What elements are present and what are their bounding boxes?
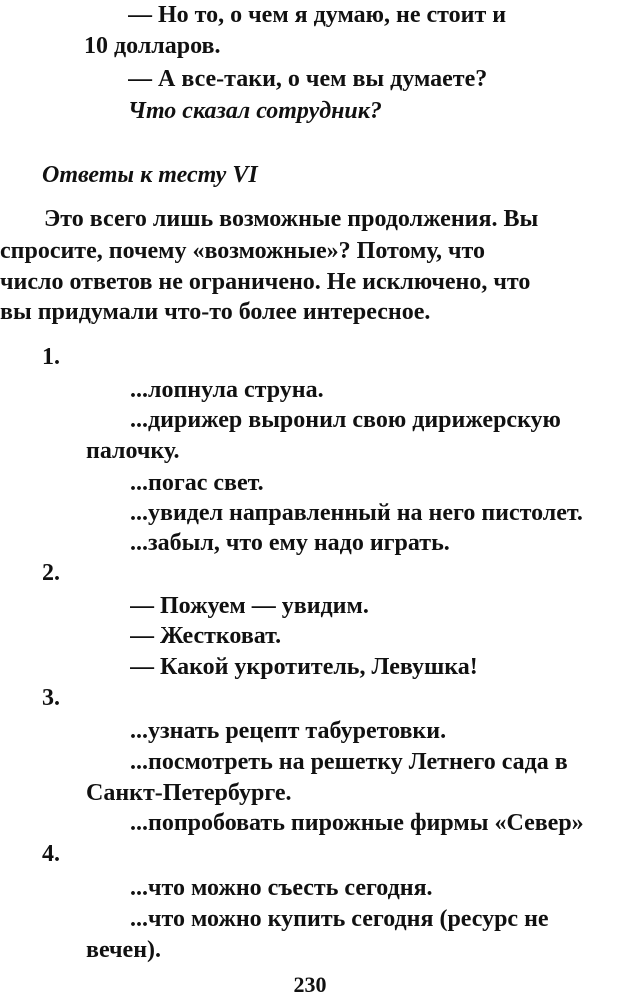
answer-line: — Пожуем — увидим. (130, 593, 369, 619)
section-heading: Ответы к тесту VI (42, 162, 258, 188)
question-line: Что сказал сотрудник? (128, 98, 382, 124)
answer-line: — Какой укротитель, Левушка! (130, 654, 478, 680)
text-line: 10 долларов. (84, 33, 221, 59)
answer-line: ...увидел направленный на него пистолет. (130, 500, 583, 526)
answer-line: Санкт-Петербурге. (86, 780, 292, 806)
answer-line: ...дирижер выронил свою дирижерскую (130, 407, 561, 433)
paragraph-line: Это всего лишь возможные продолжения. Вы (44, 206, 539, 232)
answer-line: вечен). (86, 937, 162, 963)
answer-line: ...узнать рецепт табуретовки. (130, 718, 447, 744)
answer-line: ...что можно купить сегодня (ресурс не (130, 906, 549, 932)
answer-line: ...попробовать пирожные фирмы «Север» (130, 810, 584, 836)
answer-line: ...лопнула струна. (130, 377, 324, 403)
page-number: 230 (293, 972, 327, 997)
answer-line: — Жестковат. (130, 623, 282, 649)
answer-line: ...посмотреть на решетку Летнего сада в (130, 749, 568, 775)
answer-line: ...погас свет. (130, 470, 264, 496)
item-number: 1. (42, 344, 60, 370)
paragraph-line: число ответов не ограничено. Не исключено, что (0, 269, 531, 295)
answer-line: ...что можно съесть сегодня. (130, 875, 433, 901)
item-number: 4. (42, 841, 60, 867)
answer-line: палочку. (86, 438, 180, 464)
item-number: 2. (42, 560, 60, 586)
paragraph-line: вы придумали что-то более интересное. (0, 299, 431, 325)
answer-line: ...забыл, что ему надо играть. (130, 530, 450, 556)
paragraph-line: спросите, почему «возможные»? Потому, что (0, 238, 485, 264)
text-line: — Но то, о чем я думаю, не стоит и (128, 2, 507, 28)
item-number: 3. (42, 685, 60, 711)
text-line: — А все-таки, о чем вы думаете? (128, 66, 488, 92)
